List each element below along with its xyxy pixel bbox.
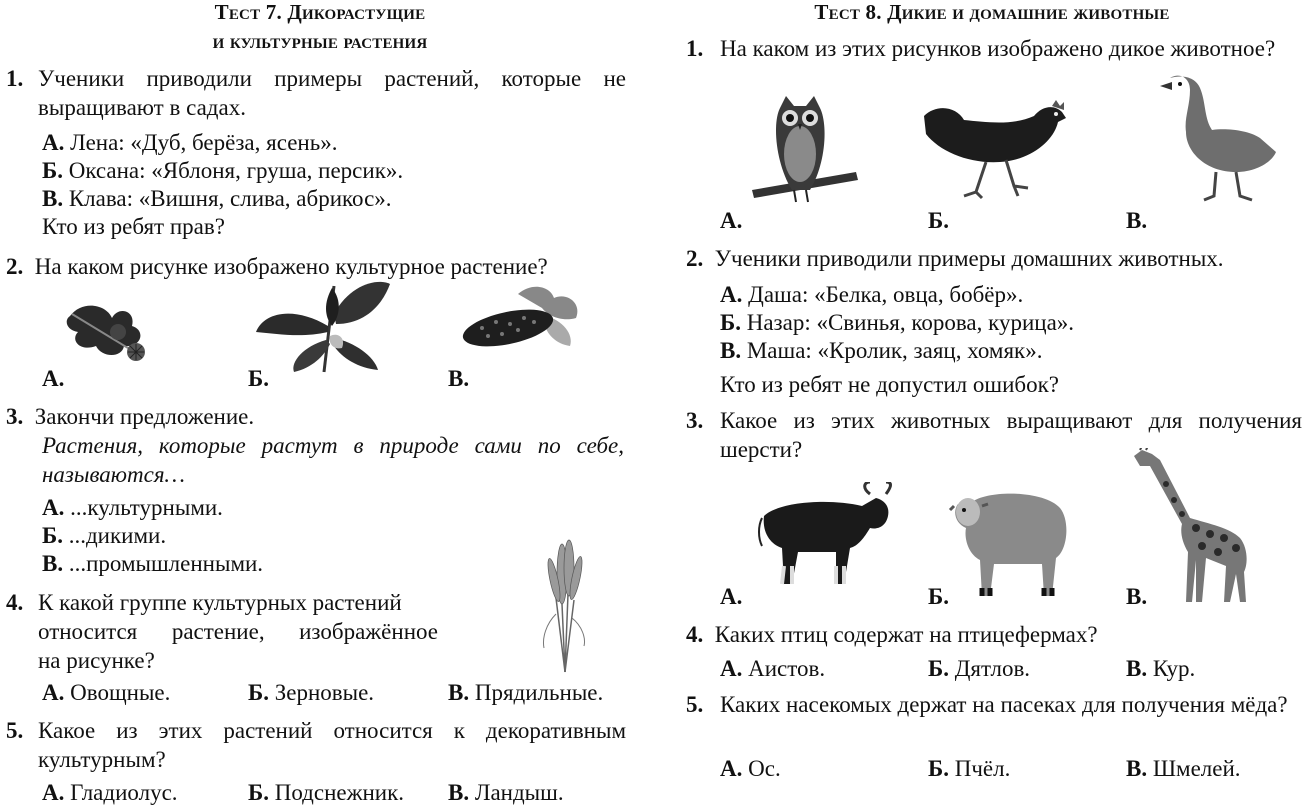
test7-q2-label-c: В. [448,366,470,391]
question-text: На каком из этих рисунков изображено дикое животное? [720,36,1276,61]
test7-title-line2: и культурные растения [212,29,428,53]
test8-q2-option-b: Б. Назар: «Свинья, корова, курица». [720,310,1075,335]
test7-q2-label-b: Б. [248,366,269,391]
test8-q4-option-a: А. Аистов. [720,656,826,681]
test7-q3-option-c: В. ...промышленными. [42,551,264,576]
q4-line1: К какой группе культурных растений [38,590,402,615]
test7-q3-option-a: А. ...культурными. [42,495,223,520]
test7-q2-label-a: А. [42,366,65,391]
test7-q3-italic: Растения, которые растут в природе сами по себе, называются… [42,433,624,487]
burdock-plant-picture[interactable] [62,296,162,364]
question-text: Какое из этих растений относится к декоративным культурным? [38,718,626,772]
test7-q1 [6,64,626,122]
test8-q4: 4. Каких птиц содержат на птицефермах? [686,622,1098,647]
q4-line2: относится растение, изображённое [38,619,438,644]
test8-q3: 3. Какое из этих животных выращивают для получения шерсти? [686,408,1302,462]
test8-q1-label-c: В. [1126,208,1148,233]
test8-q5-option-b: Б. Пчёл. [928,756,1011,781]
test8-q2: 2. Ученики приводили примеры домашних животных. [686,246,1224,271]
test8-q3-label-b: Б. [928,584,949,609]
test7-q1-option-c: В. Клава: «Вишня, слива, абрикос». [42,186,392,211]
test7-q2: 2. На каком рисунке изображено культурное растение? [6,254,548,279]
test8-q5: 5. Каких насекомых держат на пасеках для получения мёда? [686,690,1302,719]
question-text: Ученики приводили примеры растений, которые не выращивают в садах. [38,66,626,120]
test7-q4-option-c: В. Прядильные. [448,680,604,705]
owl-picture[interactable] [750,94,860,210]
test8-q1: 1. На каком из этих рисунков изображено дикое животное? [686,34,1302,63]
test8-q3-label-c: В. [1126,584,1148,609]
test8-q4-option-c: В. Кур. [1126,656,1196,681]
giraffe-picture[interactable] [1130,448,1260,604]
nettle-plant-picture[interactable] [254,276,394,376]
test8-q2-option-c: В. Маша: «Кролик, заяц, хомяк». [720,338,1043,363]
question-text: Каких насекомых держат на пасеках для получения мёда? [720,692,1288,717]
goose-picture[interactable] [1156,72,1280,204]
test8-q5-option-c: В. Шмелей. [1126,756,1241,781]
test7-q5-option-b: Б. Подснежник. [248,780,405,805]
q4-line3: на рисунке? [38,648,155,673]
test7-q4-option-b: Б. Зерновые. [248,680,375,705]
test7-q4: 4. К какой группе культурных растений относится растение, изображённое на рисунке? [6,590,438,673]
test8-q5-option-a: А. Ос. [720,756,781,781]
test8-q3-label-a: А. [720,584,743,609]
bull-picture[interactable] [758,482,900,592]
test7-q3: 3. Закончи предложение. [6,404,255,429]
question-number: 1. [6,66,24,91]
test7-q5: 5. Какое из этих растений относится к декоративным культурным? [6,718,626,772]
test8-q2-followup: Кто из ребят не допустил ошибок? [720,372,1060,397]
test7-q1-followup: Кто из ребят прав? [42,214,225,239]
test7-q5-option-c: В. Ландыш. [448,780,564,805]
sheep-picture[interactable] [948,488,1072,600]
test8-q1-label-b: Б. [928,208,949,233]
cucumber-plant-picture[interactable] [458,282,588,354]
test8-q2-option-a: А. Даша: «Белка, овца, бобёр». [720,282,1024,307]
test7-q3-option-b: Б. ...дикими. [42,523,167,548]
wheat-ears-picture[interactable] [538,534,592,674]
test7-q1-option-b: Б. Оксана: «Яблоня, груша, персик». [42,158,404,183]
test8-q4-option-b: Б. Дятлов. [928,656,1031,681]
test7-title-line1: Тест 7. Дикорастущие [214,0,426,24]
test8-title: Тест 8. Дикие и домашние животные [814,0,1170,24]
test7-q4-option-a: А. Овощные. [42,680,171,705]
test7-q1-option-a: А. Лена: «Дуб, берёза, ясень». [42,130,338,155]
test8-q1-label-a: А. [720,208,743,233]
hen-picture[interactable] [916,96,1072,200]
test7-q5-option-a: А. Гладиолус. [42,780,178,805]
question-text: Какое из этих животных выращивают для получения шерсти? [720,408,1302,462]
